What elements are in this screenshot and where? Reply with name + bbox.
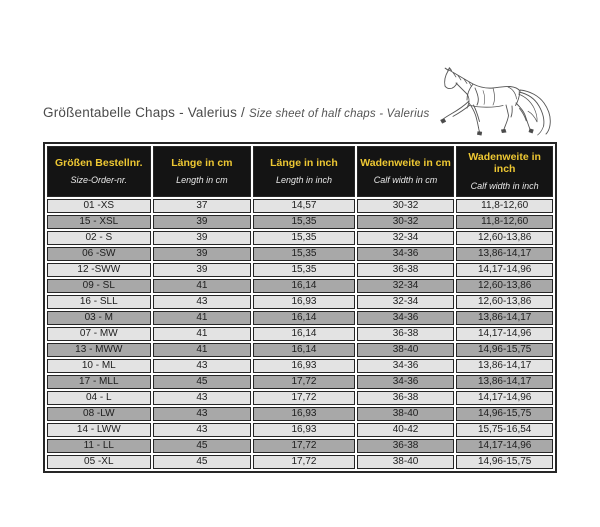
table-cell: 43: [153, 423, 252, 437]
table-cell: 16,93: [253, 295, 355, 309]
table-row: [47, 327, 553, 341]
table-row: [47, 375, 553, 389]
table-cell: 34-36: [357, 375, 455, 389]
title-english: Size sheet of half chaps - Valerius: [248, 108, 430, 120]
table-cell: 30-32: [357, 199, 455, 213]
title-separator: /: [237, 105, 249, 120]
table-cell: 43: [153, 295, 252, 309]
table-cell: 15,35: [253, 215, 355, 229]
table-cell: 38-40: [357, 343, 455, 357]
table-cell: 11,8-12,60: [456, 215, 553, 229]
column-header-1: [153, 146, 252, 197]
column-header-4: [456, 146, 553, 197]
table-cell: 15,35: [253, 263, 355, 277]
table-cell: 39: [153, 231, 252, 245]
table-cell: 36-38: [357, 439, 455, 453]
table-cell: 11 - LL: [47, 439, 151, 453]
table-cell: 16,93: [253, 423, 355, 437]
table-cell: 04 - L: [47, 391, 151, 405]
column-header-english: Length in cm: [176, 175, 228, 185]
table-row: [47, 343, 553, 357]
table-cell: 09 - SL: [47, 279, 151, 293]
column-header-2: [253, 146, 355, 197]
table-cell: 32-34: [357, 231, 455, 245]
table-body: [47, 199, 553, 469]
column-header-0: [47, 146, 151, 197]
table-cell: 36-38: [357, 263, 455, 277]
table-cell: 37: [153, 199, 252, 213]
table-cell: 17,72: [253, 375, 355, 389]
table-cell: 06 -SW: [47, 247, 151, 261]
table-cell: 36-38: [357, 391, 455, 405]
page-title: [43, 105, 429, 120]
table-cell: 36-38: [357, 327, 455, 341]
table-cell: 41: [153, 279, 252, 293]
table-cell: 45: [153, 375, 252, 389]
column-header-german: Wadenweite in cm: [360, 157, 451, 169]
table-row: [47, 247, 553, 261]
table-cell: 30-32: [357, 215, 455, 229]
table-row: [47, 439, 553, 453]
table-cell: 14,96-15,75: [456, 455, 553, 469]
table-cell: 13,86-14,17: [456, 375, 553, 389]
table-cell: 01 -XS: [47, 199, 151, 213]
table-cell: 14,17-14,96: [456, 391, 553, 405]
column-header-english: Calf width in inch: [470, 181, 539, 191]
table-row: [47, 199, 553, 213]
table-cell: 07 - MW: [47, 327, 151, 341]
table-cell: 16,93: [253, 407, 355, 421]
table-row: [47, 263, 553, 277]
table-cell: 16 - SLL: [47, 295, 151, 309]
table-row: [47, 311, 553, 325]
table-cell: 11,8-12,60: [456, 199, 553, 213]
table-cell: 10 - ML: [47, 359, 151, 373]
table-row: [47, 391, 553, 405]
column-header-english: Calf width in cm: [373, 175, 438, 185]
table-cell: 43: [153, 391, 252, 405]
table-cell: 16,14: [253, 327, 355, 341]
table-cell: 14,17-14,96: [456, 327, 553, 341]
table-row: [47, 455, 553, 469]
table-cell: 41: [153, 327, 252, 341]
column-header-german: Länge in cm: [171, 157, 233, 169]
table-cell: 41: [153, 311, 252, 325]
column-header-3: [357, 146, 455, 197]
table-cell: 14 - LWW: [47, 423, 151, 437]
table-cell: 13,86-14,17: [456, 247, 553, 261]
table-cell: 12,60-13,86: [456, 295, 553, 309]
table-cell: 16,93: [253, 359, 355, 373]
table-cell: 03 - M: [47, 311, 151, 325]
table-cell: 41: [153, 343, 252, 357]
header-row: [47, 146, 553, 197]
table-cell: 12,60-13,86: [456, 279, 553, 293]
table-cell: 16,14: [253, 311, 355, 325]
table-cell: 39: [153, 215, 252, 229]
table-cell: 43: [153, 359, 252, 373]
table-cell: 45: [153, 455, 252, 469]
table-cell: 34-36: [357, 311, 455, 325]
table-cell: 14,57: [253, 199, 355, 213]
table-row: [47, 423, 553, 437]
table-cell: 14,96-15,75: [456, 343, 553, 357]
table-cell: 14,96-15,75: [456, 407, 553, 421]
table-header: [47, 146, 553, 197]
table-cell: 13,86-14,17: [456, 359, 553, 373]
table-cell: 38-40: [357, 455, 455, 469]
table-cell: 17,72: [253, 391, 355, 405]
table-row: [47, 215, 553, 229]
column-header-german: Größen Bestellnr.: [55, 157, 143, 169]
table-cell: 15,75-16,54: [456, 423, 553, 437]
horse-sketch-illustration: [423, 53, 558, 141]
table-cell: 43: [153, 407, 252, 421]
table-cell: 39: [153, 247, 252, 261]
column-header-german: Länge in inch: [270, 157, 338, 169]
table-cell: 17,72: [253, 439, 355, 453]
table-cell: 45: [153, 439, 252, 453]
table-cell: 16,14: [253, 343, 355, 357]
table-row: [47, 359, 553, 373]
table-cell: 32-34: [357, 295, 455, 309]
table-cell: 16,14: [253, 279, 355, 293]
table-cell: 34-36: [357, 247, 455, 261]
table-row: [47, 231, 553, 245]
table-cell: 38-40: [357, 407, 455, 421]
table-cell: 15,35: [253, 247, 355, 261]
table-cell: 17,72: [253, 455, 355, 469]
table-cell: 15 - XSL: [47, 215, 151, 229]
table-cell: 13,86-14,17: [456, 311, 553, 325]
horse-icon: [423, 53, 558, 141]
table-cell: 12,60-13,86: [456, 231, 553, 245]
table-cell: 05 -XL: [47, 455, 151, 469]
table-cell: 13 - MWW: [47, 343, 151, 357]
table-row: [47, 295, 553, 309]
table-row: [47, 279, 553, 293]
table-row: [47, 407, 553, 421]
table-cell: 39: [153, 263, 252, 277]
size-chart-table: [43, 142, 557, 473]
table-cell: 14,17-14,96: [456, 439, 553, 453]
table-cell: 08 -LW: [47, 407, 151, 421]
table-cell: 17 - MLL: [47, 375, 151, 389]
table-cell: 32-34: [357, 279, 455, 293]
table-cell: 40-42: [357, 423, 455, 437]
column-header-english: Length in inch: [275, 175, 332, 185]
title-german: Größentabelle Chaps - Valerius: [43, 105, 238, 120]
table-cell: 02 - S: [47, 231, 151, 245]
column-header-german: Wadenweite in inch: [468, 151, 541, 175]
table-cell: 12 -SWW: [47, 263, 151, 277]
table-cell: 14,17-14,96: [456, 263, 553, 277]
column-header-english: Size-Order-nr.: [70, 175, 128, 185]
table-cell: 34-36: [357, 359, 455, 373]
table-cell: 15,35: [253, 231, 355, 245]
